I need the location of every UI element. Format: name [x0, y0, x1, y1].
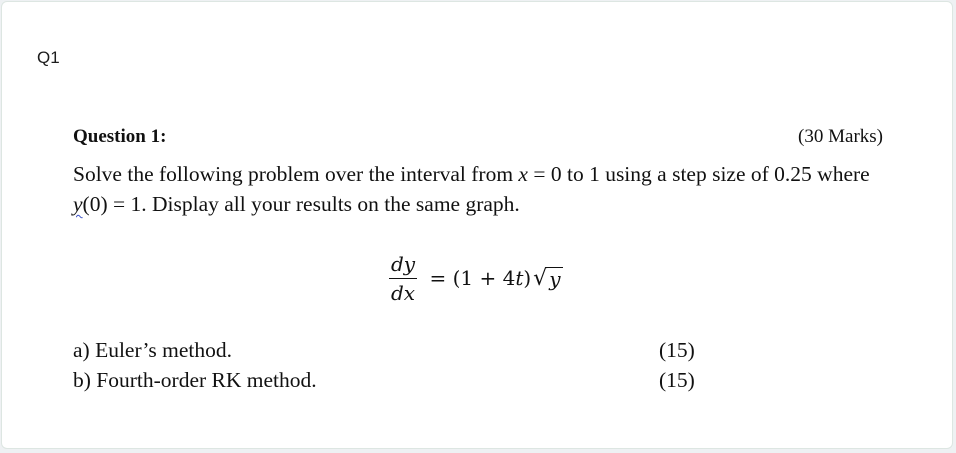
- question-card: [1, 1, 953, 449]
- part-a-marks: (15): [659, 338, 695, 362]
- equation-rhs: [423, 266, 531, 290]
- problem-text-1: Solve the following problem over the interval from: [73, 162, 519, 186]
- fraction-bar: [389, 278, 417, 279]
- rhs-close: ): [523, 266, 532, 290]
- problem-statement: [73, 159, 903, 219]
- problem-text-3: (0) = 1. Display all your results on the same graph.: [82, 192, 520, 216]
- question-number-label: Q1: [37, 48, 60, 67]
- part-b: [73, 367, 713, 393]
- part-b-marks: (15): [659, 368, 695, 392]
- part-a-label: a) Euler’s method.: [73, 338, 233, 362]
- radical-sign: √: [533, 265, 548, 291]
- square-root: [533, 267, 562, 290]
- differential-equation: [389, 246, 563, 310]
- problem-text-2: = 0 to 1 using a step size of 0.25 where: [527, 162, 870, 186]
- variable-x: x: [518, 162, 528, 186]
- variable-y: y: [73, 192, 83, 216]
- radicand: y: [549, 266, 561, 291]
- question-title: Question 1:: [73, 126, 167, 147]
- derivative-fraction: [389, 252, 417, 305]
- fraction-denominator: dx: [391, 280, 416, 305]
- total-marks: (30 Marks): [798, 126, 883, 147]
- part-b-label: b) Fourth-order RK method.: [73, 368, 317, 392]
- rhs-open: = (1 + 4: [423, 266, 516, 290]
- part-a: [73, 337, 713, 363]
- variable-t: t: [515, 266, 524, 290]
- fraction-numerator: dy: [391, 251, 416, 276]
